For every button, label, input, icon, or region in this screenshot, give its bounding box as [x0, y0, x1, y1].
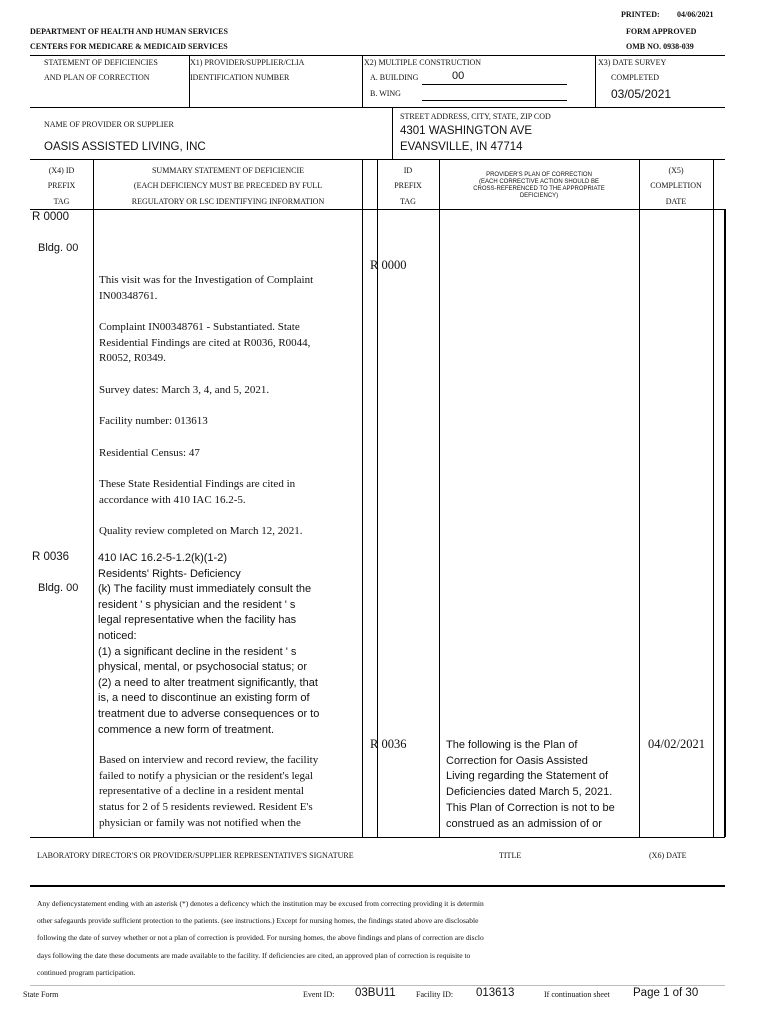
wing-underline — [422, 100, 567, 101]
finding-line: status for 2 of 5 residents reviewed. Resident E's — [99, 801, 313, 814]
regulation-block — [98, 551, 319, 738]
regulation-line: (1) a significant decline in the resident ' s — [98, 645, 297, 658]
divider — [595, 55, 596, 107]
form-approved: FORM APPROVED — [626, 27, 697, 36]
summary-header-2: (EACH DEFICIENCY MUST BE PRECEDED BY FULL — [133, 181, 323, 190]
x1-label: X1) PROVIDER/SUPPLIER/CLIA — [190, 58, 305, 67]
address-line1: 4301 WASHINGTON AVE — [400, 125, 533, 137]
department-title: DEPARTMENT OF HEALTH AND HUMAN SERVICES — [30, 27, 228, 36]
signature-border — [30, 885, 725, 887]
column-rule — [93, 159, 94, 837]
poc-header-3: CROSS-REFERENCED TO THE APPROPRIATE — [473, 186, 605, 192]
summary-line: Complaint IN00348761 - Substantiated. State — [99, 321, 300, 333]
regulation-line: 410 IAC 16.2-5-1.2(k)(1-2) — [98, 552, 227, 564]
summary-line: Residential Findings are cited at R0036, R0044, — [99, 336, 311, 349]
divider — [392, 107, 393, 159]
summary-line: These State Residential Findings are cited in — [99, 478, 296, 490]
footer-rule — [30, 985, 725, 986]
bldg-label: Bldg. 00 — [38, 242, 79, 254]
disclaimer-line: days following the date these documents are made available to the facility. If deficiencies are cited, an approved plan of correction is requisite to — [37, 950, 471, 960]
omb-number: OMB NO. 0938-039 — [626, 42, 694, 51]
tag-r0000: R 0000 — [32, 211, 70, 223]
divider — [362, 55, 363, 107]
finding-line: representative of a decline in a resident mental — [99, 785, 304, 798]
printed-label: PRINTED: — [621, 10, 660, 19]
finding-line: Based on interview and record review, the facility — [99, 754, 319, 766]
poc-line: This Plan of Correction is not to be — [446, 801, 615, 814]
bldg-label: Bldg. 00 — [38, 582, 79, 594]
building-underline — [422, 84, 567, 85]
building-label: A. BUILDING — [370, 73, 419, 82]
completion-date: 04/02/2021 — [648, 737, 705, 751]
x3-label: X3) DATE SURVEY — [598, 58, 667, 67]
regulation-line: (2) a need to alter treatment significantly, that — [98, 676, 318, 689]
regulation-line: commence a new form of treatment. — [98, 723, 275, 736]
tag-r0036: R 0036 — [32, 551, 70, 563]
survey-date: 03/05/2021 — [611, 87, 672, 101]
poc-header-4: DEFICIENCY) — [519, 193, 559, 199]
summary-line: accordance with 410 IAC 16.2-5. — [99, 493, 246, 506]
poc-line: Living regarding the Statement of — [446, 770, 609, 783]
x2-label: X2) MULTIPLE CONSTRUCTION — [364, 58, 482, 67]
summary-header-3: REGULATORY OR LSC IDENTIFYING INFORMATION — [131, 197, 325, 206]
regulation-line: physical, mental, or psychosocial status; or — [98, 661, 308, 674]
poc-line: construed as an admission of or — [446, 817, 602, 830]
finding-line: failed to notify a physician or the resident's legal — [99, 769, 313, 782]
finding-line: physician or family was not notified when the — [99, 816, 301, 829]
poc-header-2: (EACH CORRECTIVE ACTION SHOULD BE — [478, 179, 600, 185]
provider-border — [30, 107, 725, 108]
summary-line: Residential Census: 47 — [99, 446, 200, 459]
centers-title: CENTERS FOR MEDICARE & MEDICAID SERVICES — [30, 42, 228, 51]
regulation-line: Residents' Rights- Deficiency — [98, 567, 241, 580]
event-id-value: 03BU11 — [355, 987, 396, 999]
right-tag-r0036: R 0036 — [370, 737, 407, 751]
wing-label: B. WING — [370, 89, 401, 98]
x4-header-3: TAG — [53, 197, 70, 206]
column-rule — [362, 159, 363, 837]
summary-block-1 — [99, 273, 313, 540]
title-label: TITLE — [499, 851, 522, 860]
facility-id-label: Facility ID: — [416, 990, 454, 999]
disclaimer — [37, 895, 484, 981]
disclaimer-line: Any defiencystatement ending with an asterisk (*) denotes a deficency which the institution may be excused from correcting providing it is determin — [37, 899, 484, 908]
summary-line: Quality review completed on March 12, 2021. — [99, 525, 303, 537]
facility-id-value: 013613 — [476, 987, 515, 999]
regulation-line: resident ' s physician and the resident ' s — [98, 598, 296, 611]
x5-header: (X5) — [668, 166, 684, 175]
provider-name: OASIS ASSISTED LIVING, INC — [44, 141, 206, 153]
regulation-line: treatment due to adverse consequences or to — [98, 707, 320, 720]
x4-header-2: PREFIX — [47, 181, 76, 190]
regulation-line: legal representative when the facility has — [98, 614, 297, 627]
printed-date: 04/06/2021 — [677, 10, 714, 19]
building-value: 00 — [452, 70, 465, 82]
summary-line: Survey dates: March 3, 4, and 5, 2021. — [99, 383, 270, 396]
disclaimer-line: continued program participation. — [37, 967, 136, 977]
summary-header: SUMMARY STATEMENT OF DEFICIENCIE — [151, 166, 305, 175]
summary-line: R0052, R0349. — [99, 352, 166, 364]
page-number: Page 1 of 30 — [633, 987, 699, 999]
x6-date-label: (X6) DATE — [649, 851, 687, 860]
x3-label-2: COMPLETED — [611, 73, 659, 82]
finding-block — [99, 753, 318, 832]
top-box-border — [30, 55, 725, 56]
poc-line: Deficiencies dated March 5, 2021. — [446, 786, 613, 799]
table-bottom-border — [30, 837, 725, 838]
address-line2: EVANSVILLE, IN 47714 — [400, 141, 523, 153]
summary-line: This visit was for the Investigation of Complaint — [99, 274, 314, 286]
column-rule — [639, 159, 640, 837]
summary-line: Facility number: 013613 — [99, 415, 208, 427]
disclaimer-line: following the date of survey whether or not a plan of correction is provided. For nursing homes, the above findings and plans of correction are disclo — [37, 933, 484, 943]
statement-label: STATEMENT OF DEFICIENCIES — [44, 58, 158, 67]
regulation-line: noticed: — [98, 629, 137, 642]
id-header-3: TAG — [400, 197, 416, 206]
regulation-line: (k) The facility must immediately consult the — [98, 583, 312, 596]
right-rule — [724, 209, 726, 837]
plan-of-correction — [446, 738, 615, 832]
address-label: STREET ADDRESS, CITY, STATE, ZIP COD — [400, 112, 551, 121]
column-rule — [713, 159, 714, 837]
state-form: State Form — [23, 990, 59, 999]
right-tag-r0000: R 0000 — [370, 258, 407, 272]
continuation-label: If continuation sheet — [544, 990, 610, 999]
x4-header: (X4) ID — [48, 166, 75, 175]
poc-line: Correction for Oasis Assisted — [446, 754, 588, 767]
id-header-2: PREFIX — [394, 181, 422, 190]
disclaimer-line: other safegaurds provide sufficient protection to the patients. (see instructions.) Except for nursing homes, the findings stated above are disclosable — [37, 916, 479, 926]
column-rule — [439, 159, 440, 837]
summary-line: IN00348761. — [99, 289, 158, 302]
x5-header-3: DATE — [665, 197, 687, 206]
regulation-line: is, a need to discontinue an existing form of — [98, 692, 310, 705]
signature-label: LABORATORY DIRECTOR'S OR PROVIDER/SUPPLIER REPRESENTATIVE'S SIGNATURE — [37, 851, 354, 860]
id-header: ID — [403, 166, 413, 175]
statement-label-2: AND PLAN OF CORRECTION — [44, 73, 150, 82]
poc-header: PROVIDER'S PLAN OF CORRECTION — [486, 172, 592, 178]
provider-name-label: NAME OF PROVIDER OR SUPPLIER — [44, 120, 174, 129]
event-id-label: Event ID: — [303, 990, 335, 999]
poc-line: The following is the Plan of — [446, 739, 578, 751]
x1-label-2: IDENTIFICATION NUMBER — [190, 73, 290, 82]
x5-header-2: COMPLETION — [650, 181, 702, 190]
